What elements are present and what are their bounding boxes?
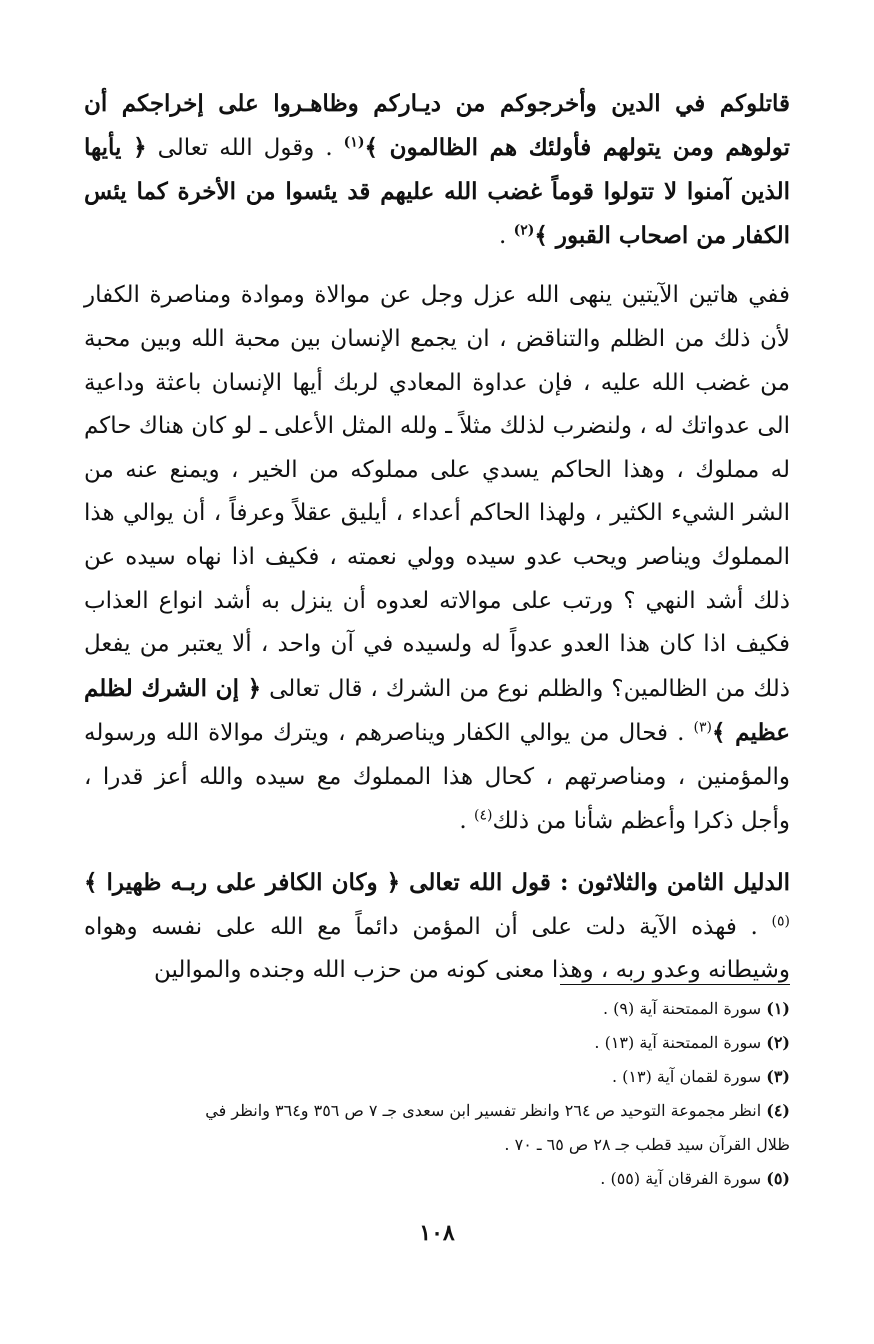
text-segment: ففي هاتين الآيتين ينهى الله عزل وجل عن موالاة وموادة ومناصرة الكفار لأن ذلك من الظلم والتناقض ، ان يجمع الإنسان بين محبة الله وبين محبة من غضب الله عليه ، فإن عداوة المعادي لربك أيها الإنسان باعثة وداعية الى عدواتك له ، ولنضرب لذلك مثلاً ـ ولله المثل الأعلى ـ لو كان هناك حاكم له مملوك ، وهذا الحاكم يسدي على مملوكه من الخير ، ويمنع عنه من الشر الشيء الكثير ، ولهذا الحاكم أعداء ، أيليق عقلاً وعرفاً ، أن يوالي هذا المملوك ويناصر ويحب عدو سيده وولي نعمته ، فكيف اذا نهاه سيده عن ذلك أشد النهي ؟ ورتب على موالاته لعدوه أن ينزل به أشد انواع العذاب فكيف اذا كان هذا العدو عدواً له ولسيده في آن واحد ، ألا يعتبر من يفعل ذلك من الظالمين؟ والظلم نوع من الشرك ، قال تعالى: [84, 282, 790, 702]
footnote-divider: [560, 984, 790, 985]
text-segment: . فهذه الآية دلت على أن المؤمن دائماً مع الله على نفسه وهواه وشيطانه وعدو ربه ، وهذا معنى كونه من حزب الله وجنده والموالين: [84, 913, 790, 984]
page-body: [84, 82, 790, 993]
footnote-ref-2: (٢): [513, 222, 535, 239]
evidence-heading: الدليل الثامن والثلاثون : قول الله تعالى ﴿ وكان الكافر على ربـه ظهيرا ﴾: [84, 869, 790, 897]
footnote-item: [84, 1162, 790, 1196]
paragraph-1: [84, 82, 790, 258]
text-segment: . وقول الله تعالى: [146, 134, 344, 161]
text-segment: . فحال من يوالي الكفار ويناصرهم ، ويترك موالاة الله ورسوله والمؤمنين ، ومناصرتهم ، كحال هذا المملوك مع سيده والله أعز قدرا ، وأجل ذكرا وأعظم شأنا من ذلك: [84, 720, 790, 834]
footnote-continuation: ظلال القرآن سيد قطب جـ ٢٨ ص ٦٥ ـ ٧٠ .: [504, 1135, 790, 1154]
footnote-item: [84, 1094, 790, 1128]
quran-quote-2: ﴿ يأيها الذين آمنوا لا تتولوا قوماً غضب الله عليهم قد يئسوا من الأخرة كما يئس الكفار من اصحاب القبور ﴾: [84, 133, 790, 249]
quran-quote-1: قاتلوكم في الدين وأخرجوكم من ديـاركم وظاهـروا على إخراجكم أن تولوهم ومن يتولهم فأولئك هم الظالمون ﴾: [84, 90, 791, 161]
text-segment: .: [459, 807, 475, 834]
footnote-ref-4: (٤): [474, 806, 493, 823]
footnote-item: [84, 1060, 790, 1094]
footnote-item: [84, 1026, 790, 1060]
text-segment: .: [499, 222, 514, 249]
footnote-text: انظر مجموعة التوحيد ص ٢٦٤ وانظر تفسير ابن سعدى جـ ٧ ص ٣٥٦ و٣٦٤ وانظر في: [205, 1101, 767, 1120]
footnote-number: (٢): [766, 1033, 790, 1052]
footnote-number: (٣): [766, 1067, 790, 1086]
quran-quote-3: ﴿ إن الشرك لظلم عظيم ﴾: [84, 674, 791, 747]
footnote-number: (٤): [766, 1101, 790, 1120]
footnote-ref-3: (٣): [693, 719, 712, 736]
footnote-ref-1: (١): [343, 133, 365, 150]
footnote-text: سورة الفرقان آية (٥٥) .: [600, 1169, 767, 1188]
footnote-text: سورة لقمان آية (١٣) .: [611, 1067, 767, 1086]
footnote-number: (٥): [766, 1169, 790, 1188]
page-number: ١٠٨: [419, 1220, 455, 1246]
footnotes-list: [84, 992, 790, 1196]
footnote-text: سورة الممتحنة آية (١٣) .: [594, 1033, 767, 1052]
footnote-text: سورة الممتحنة آية (٩) .: [603, 999, 767, 1018]
footnote-item: [84, 992, 790, 1026]
paragraph-2: [84, 274, 790, 843]
footnote-number: (١): [766, 999, 790, 1018]
footnote-ref-5: (٥): [771, 913, 790, 930]
paragraph-3: [84, 861, 790, 993]
